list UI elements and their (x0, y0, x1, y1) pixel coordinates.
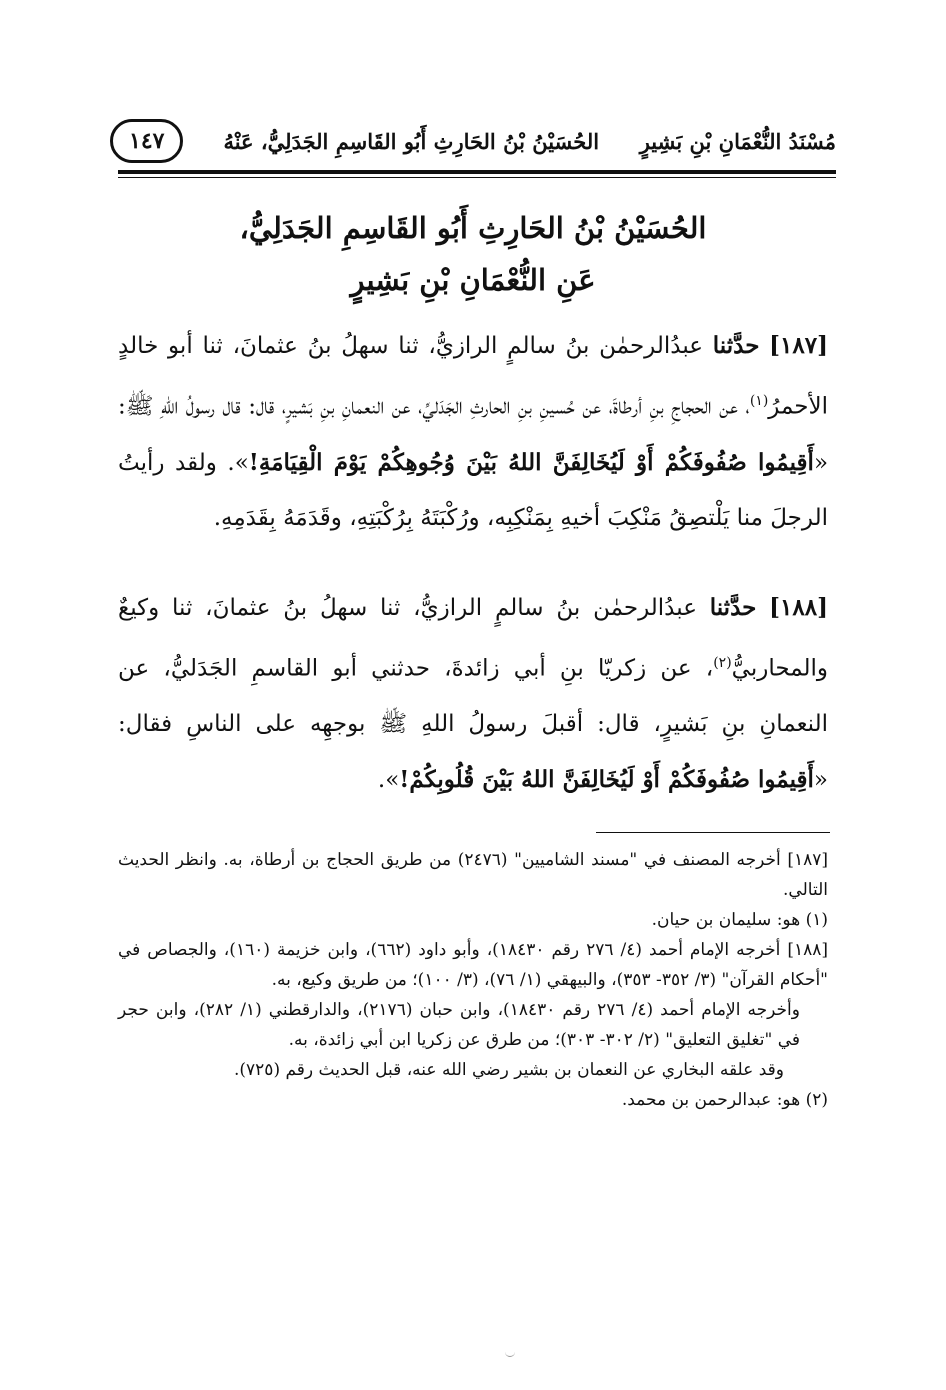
hadith-matn: أَقِيمُوا صُفُوفَكُمْ أَوْ لَيُخَالِفَنَّ اللهُ بَيْنَ وُجُوهِكُمْ يَوْمَ الْقِيَامَةِ! (248, 448, 814, 476)
header-rule-thin (118, 177, 836, 178)
footnote-1: (١) هو: سليمان بن حيان. (651, 910, 828, 930)
running-header (110, 118, 836, 164)
isnad-text-cont: ، عن الحجاجِ بنِ أرطاةَ، عن حُسينِ بنِ الحارثِ الجَدَليِّ، عن النعمانِ بنِ بَشيرٍ، قال: قال رسولُ اللهِ ﷺ: « (118, 393, 829, 476)
footnote-188: [١٨٨] أخرجه الإمام أحمد (٤/ ٢٧٦ رقم ١٨٤٣٠)، وأبو داود (٦٦٢)، وابن خزيمة (١٦٠)، والجصاص في "أحكام القرآن" (٣/ ٣٥٢- ٣٥٣)، والبيهقي (١/ ٧٦)، (٣/ ١٠٠)؛ من طريق وكيع، به. (118, 940, 829, 990)
chapter-title-line-2: عَنِ النُّعْمَانِ بْنِ بَشِيرٍ (350, 263, 596, 297)
hadith-opening: حدَّثنا (709, 594, 757, 621)
footnote-187: [١٨٧] أخرجه المصنف في "مسند الشاميين" (٢٤٧٦) من طريق الحجاج بن أرطاة، به. وانظر الحديث التالي. (118, 850, 829, 900)
page-mark (505, 1352, 515, 1357)
footnote-ref: (١) (749, 393, 769, 409)
footnote-ref: (٢) (713, 655, 732, 671)
header-rule-thick (118, 170, 836, 174)
hadith-188 (118, 580, 828, 808)
isnad-text-cont: ، عن زكريّا بنِ أبي زائدةَ، حدثني أبو القاسمِ الجَدَليُّ، عن النعمانِ بنِ بَشيرٍ، قال: أقبلَ رسولُ اللهِ ﷺ بوجهِه على الناسِ فقال: « (118, 655, 828, 793)
header-right-title: مُسْنَدُ النُّعْمَانِ بْنِ بَشِيرٍ (639, 128, 836, 154)
chapter-title (118, 202, 828, 306)
footnote-2: (٢) هو: عبدالرحمن بن محمد. (621, 1090, 828, 1110)
chapter-title-line-1: الحُسَيْنُ بْنُ الحَارِثِ أَبُو القَاسِمِ الجَدَلِيُّ، (239, 211, 707, 245)
hadith-number: [١٨٨] (769, 594, 828, 621)
hadith-tail: ». ولقد رأيتُ الرجلَ منا يَلْتصِقُ مَنْكِبَ أخيهِ بِمَنْكِبِه، ورُكْبَتَهُ بِرُكْبَتِهِ، وقَدَمَهُ بِقَدَمِهِ. (118, 449, 828, 531)
hadith-opening: حدَّثنا (712, 332, 760, 359)
isnad-text: عبدُالرحمٰن بنُ سالمٍ الرازيُّ، ثنا سهلُ بنُ عثمانَ، ثنا وكيعٌ والمحاربيُّ (118, 595, 828, 682)
hadith-matn: أَقِيمُوا صُفُوفَكُمْ أَوْ لَيُخَالِفَنَّ اللهُ بَيْنَ قُلُوبِكُمْ! (399, 765, 814, 793)
page-number-badge: ١٤٧ (110, 119, 183, 163)
footnotes (118, 845, 828, 1115)
hadith-tail: ». (377, 766, 400, 793)
footnote-separator (596, 832, 830, 833)
hadith-187 (118, 318, 828, 546)
hadith-number: [١٨٧] (769, 332, 828, 359)
footnote-188-bukhari: وقد علقه البخاري عن النعمان بن بشير رضي الله عنه، قبل الحديث رقم (٧٢٥). (233, 1060, 784, 1080)
isnad-text: عبدُالرحمٰن بنُ سالمٍ الرازيُّ، ثنا سهلُ بنُ عثمانَ، ثنا أبو خالدٍ الأحمرُ (118, 333, 828, 420)
footnote-188-cont: وأخرجه الإمام أحمد (٤/ ٢٧٦ رقم ١٨٤٣٠)، وابن حبان (٢١٧٦)، والدارقطني (١/ ٢٨٢)، وابن حجر في "تغليق التعليق" (٢/ ٣٠٢- ٣٠٣)؛ من طرق عن زكريا ابن أبي زائدة، به. (118, 1000, 800, 1050)
header-center-title: الحُسَيْنُ بْنُ الحَارِثِ أَبُو القَاسِمِ الجَدَلِيُّ، عَنْهُ (223, 128, 600, 154)
